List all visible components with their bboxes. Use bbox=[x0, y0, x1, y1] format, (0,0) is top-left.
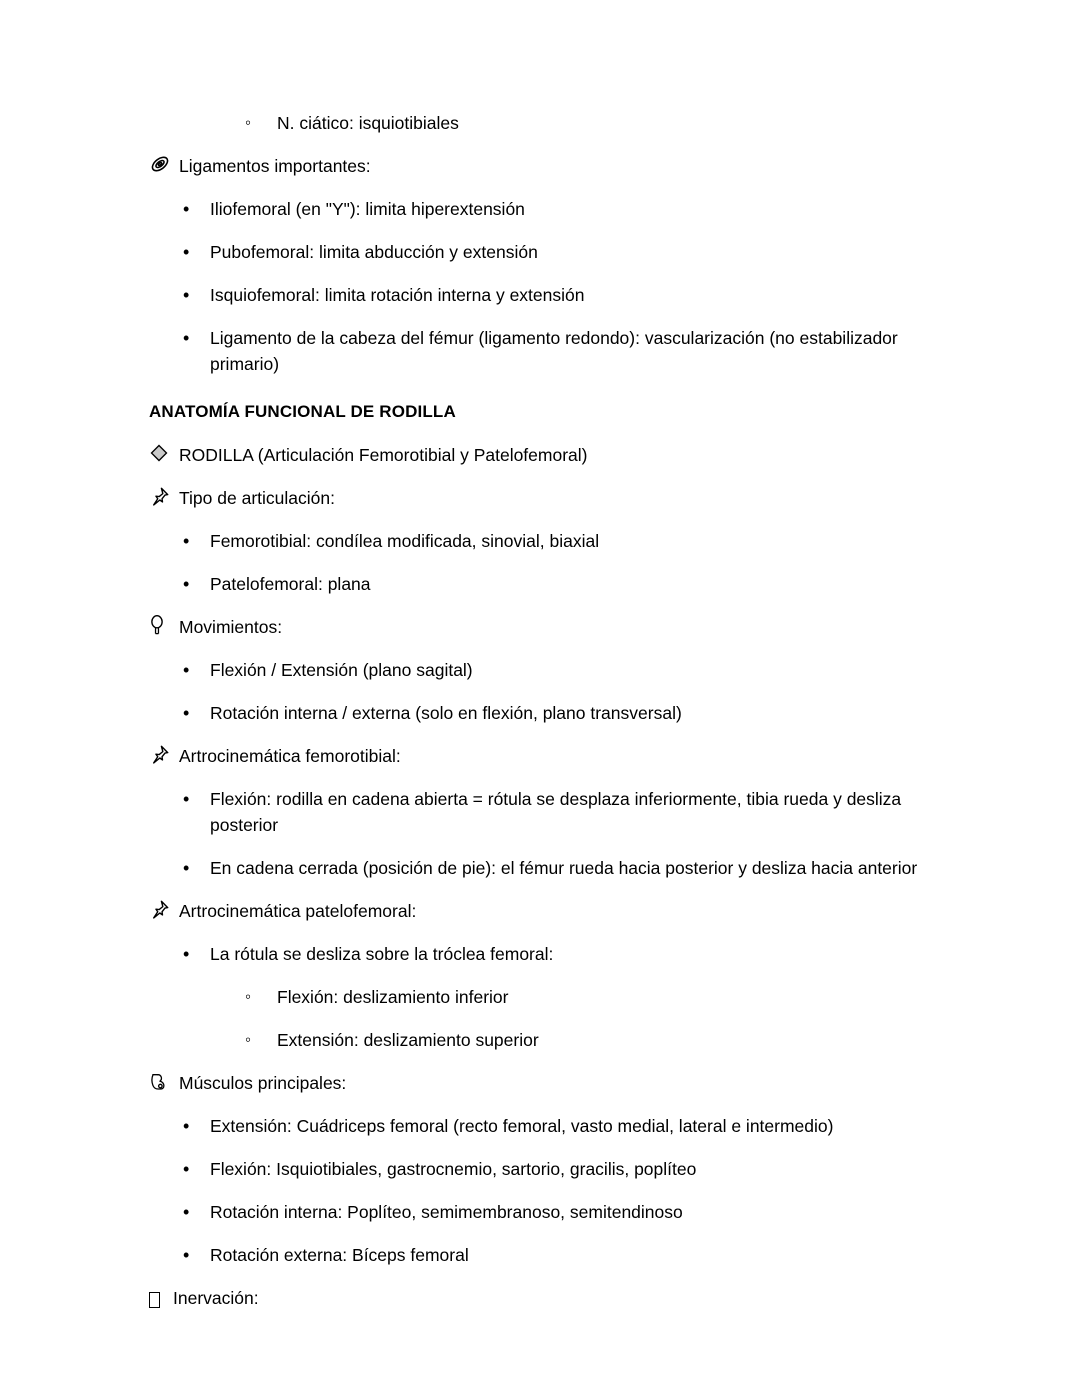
section-heading-text: ANATOMÍA FUNCIONAL DE RODILLA bbox=[149, 402, 456, 421]
section-item-label: RODILLA (Articulación Femorotibial y Patelofemoral) bbox=[179, 445, 588, 465]
paperclip-icon bbox=[149, 152, 175, 176]
list-item-text: Ligamento de la cabeza del fémur (ligamento redondo): vascularización (no estabilizador primario) bbox=[210, 328, 898, 374]
list-item-text: Iliofemoral (en "Y"): limita hiperextensión bbox=[210, 199, 525, 219]
list-item-text: Rotación interna / externa (solo en flexión, plano transversal) bbox=[210, 703, 682, 723]
section-item-label: Artrocinemática patelofemoral: bbox=[179, 901, 417, 921]
list-item bbox=[149, 528, 930, 554]
list-item-text: Flexión: deslizamiento inferior bbox=[277, 987, 509, 1007]
list-item-text: La rótula se desliza sobre la tróclea femoral: bbox=[210, 944, 554, 964]
list-item-text: Extensión: deslizamiento superior bbox=[277, 1030, 539, 1050]
section-item-musculos-principales bbox=[149, 1070, 930, 1096]
list-item-text: Flexión / Extensión (plano sagital) bbox=[210, 660, 473, 680]
missing-glyph-box-icon bbox=[149, 1288, 175, 1312]
list-item bbox=[149, 786, 930, 838]
list-item-text: Rotación interna: Poplíteo, semimembranoso, semitendinoso bbox=[210, 1202, 683, 1222]
section-item-label: Ligamentos importantes: bbox=[179, 156, 371, 176]
diamond-icon bbox=[149, 441, 175, 465]
section-item-tipo-articulacion bbox=[149, 485, 930, 511]
section-item-artrocinematica-femorotibial bbox=[149, 743, 930, 769]
list-item bbox=[149, 1156, 930, 1182]
section-item-movimientos bbox=[149, 614, 930, 640]
pushpin-icon bbox=[149, 484, 175, 508]
list-item bbox=[149, 1027, 930, 1053]
list-item bbox=[149, 239, 930, 265]
list-item-text: Extensión: Cuádriceps femoral (recto femoral, vasto medial, lateral e intermedio) bbox=[210, 1116, 834, 1136]
list-item bbox=[149, 941, 930, 967]
list-item bbox=[149, 325, 930, 377]
list-item-text: Femorotibial: condílea modificada, sinovial, biaxial bbox=[210, 531, 600, 551]
pushpin-icon bbox=[149, 742, 175, 766]
list-item bbox=[149, 1113, 930, 1139]
pushpin-icon bbox=[149, 897, 175, 921]
list-item bbox=[149, 657, 930, 683]
section-item-label: Movimientos: bbox=[179, 617, 283, 637]
list-item-text: En cadena cerrada (posición de pie): el fémur rueda hacia posterior y desliza hacia anterior bbox=[210, 858, 918, 878]
section-item-ligamentos bbox=[149, 153, 930, 179]
list-item bbox=[149, 110, 930, 136]
list-item-text: Flexión: rodilla en cadena abierta = rótula se desplaza inferiormente, tibia rueda y desliza posterior bbox=[210, 789, 902, 835]
list-item bbox=[149, 571, 930, 597]
list-item-text: N. ciático: isquiotibiales bbox=[277, 113, 459, 133]
list-item-text: Patelofemoral: plana bbox=[210, 574, 371, 594]
list-item-text: Rotación externa: Bíceps femoral bbox=[210, 1245, 469, 1265]
section-item-rodilla bbox=[149, 442, 930, 468]
flexed-biceps-icon bbox=[149, 1069, 175, 1093]
section-item-artrocinematica-patelofemoral bbox=[149, 898, 930, 924]
section-item-label: Tipo de articulación: bbox=[179, 488, 335, 508]
list-item bbox=[149, 282, 930, 308]
list-item-text: Isquiofemoral: limita rotación interna y extensión bbox=[210, 285, 585, 305]
list-item bbox=[149, 1242, 930, 1268]
list-item-text: Pubofemoral: limita abducción y extensión bbox=[210, 242, 538, 262]
section-item-label: Músculos principales: bbox=[179, 1073, 347, 1093]
list-item bbox=[149, 700, 930, 726]
list-item-text: Flexión: Isquiotibiales, gastrocnemio, sartorio, gracilis, poplíteo bbox=[210, 1159, 697, 1179]
list-item bbox=[149, 855, 930, 881]
list-item bbox=[149, 984, 930, 1010]
section-item-label: Artrocinemática femorotibial: bbox=[179, 746, 401, 766]
section-item-label: Inervación: bbox=[173, 1288, 259, 1308]
balloon-icon bbox=[149, 613, 175, 637]
list-item bbox=[149, 196, 930, 222]
section-item-inervacion bbox=[149, 1285, 930, 1311]
list-item bbox=[149, 1199, 930, 1225]
section-heading bbox=[149, 399, 930, 425]
